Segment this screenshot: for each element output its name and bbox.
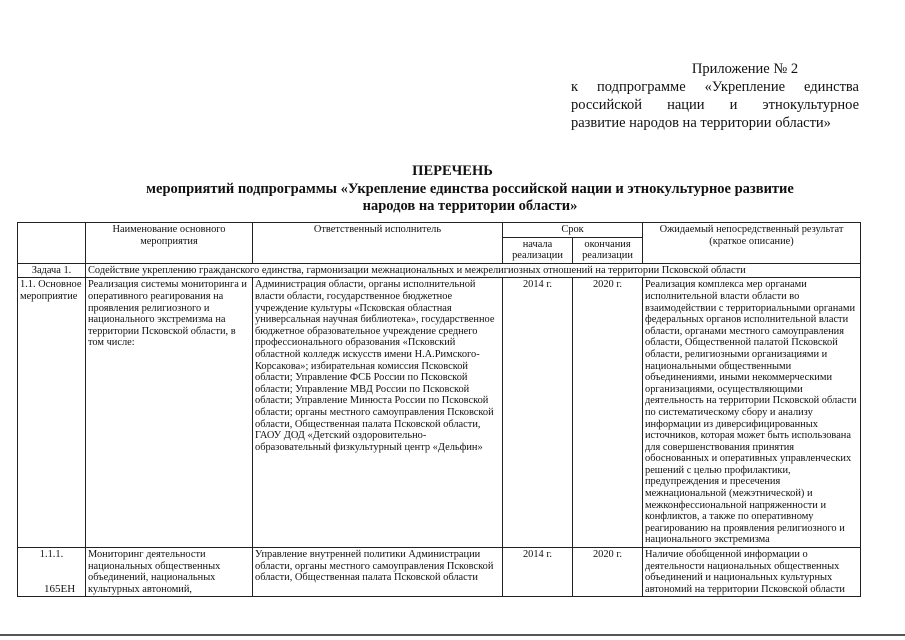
row-result: Наличие обобщенной информации о деятельности национальных общественных объединений и национальных культурных автономий на территории Псковской области xyxy=(643,548,861,597)
header-start: начала реализации xyxy=(503,237,573,263)
footer-code: 165ЕН xyxy=(44,583,76,595)
header-executor: Ответственный исполнитель xyxy=(253,223,503,264)
row-name: Мониторинг деятельности национальных общественных объединений, национальных культурных автономий, xyxy=(86,548,253,597)
appendix-line: к подпрограмме «Укрепление единства xyxy=(571,79,859,95)
task-row xyxy=(18,263,861,278)
row-number: 1.1.1. xyxy=(18,548,86,597)
row-end: 2020 г. xyxy=(573,548,643,597)
appendix-line: развитие народов на территории области» xyxy=(571,115,831,131)
row-start: 2014 г. xyxy=(503,548,573,597)
row-number: 1.1. Основное мероприятие xyxy=(18,278,86,548)
row-name: Реализация системы мониторинга и оперативного реагирования на проявления религиозного и национального экстремизма на территории Псковской области, в том числе: xyxy=(86,278,253,548)
task-label: Задача 1. xyxy=(18,263,86,278)
header-result: Ожидаемый непосредственный результат (краткое описание) xyxy=(643,223,861,264)
scan-edge-line xyxy=(0,634,905,636)
row-end: 2020 г. xyxy=(573,278,643,548)
appendix-block xyxy=(571,60,859,132)
appendix-text xyxy=(571,78,859,132)
header-name: Наименование основного мероприятия xyxy=(86,223,253,264)
row-executor: Управление внутренней политики Администрации области, органы местного самоуправления Псковской области, Общественная палата Псковской области xyxy=(253,548,503,597)
subtitle-line: мероприятий подпрограммы «Укрепление единства российской нации и этнокультурное развитие xyxy=(146,181,794,197)
row-executor: Администрация области, органы исполнительной власти области, государственное бюджетное учреждение культуры «Псковская областная универсальная научная библиотека», государственное бюджетное образовательное учреждение среднего профессионального образования «Псковский областной колледж искусств имени Н.А.Римского-Корсакова»; избирательная комиссия Псковской области; Управление ФСБ России по Псковской области; Управление МВД России по Псковской области; Управление Минюста России по Псковской области; органы местного самоуправления Псковской области, Общественная палата Псковской области, ГАОУ ДОД «Детский оздоровительно-образовательный физкультурный центр «Дельфин» xyxy=(253,278,503,548)
row-start: 2014 г. xyxy=(503,278,573,548)
table-header-row xyxy=(18,223,861,238)
task-text: Содействие укреплению гражданского единства, гармонизации межнациональных и межрелигиозных отношений на территории Псковской области xyxy=(86,263,861,278)
document-title: ПЕРЕЧЕНЬ xyxy=(412,163,493,179)
table-row xyxy=(18,548,861,597)
header-term: Срок xyxy=(503,223,643,238)
table-row xyxy=(18,278,861,548)
appendix-number: Приложение № 2 xyxy=(691,61,799,77)
appendix-line: российской нации и этнокультурное xyxy=(571,97,859,113)
events-table xyxy=(17,222,861,597)
header-end: окончания реализации xyxy=(573,237,643,263)
document-subtitle xyxy=(100,181,840,215)
subtitle-line: народов на территории области» xyxy=(362,198,578,214)
header-number xyxy=(18,223,86,264)
row-result: Реализация комплекса мер органами исполнительной власти области во взаимодействии с территориальными органами федеральных органов исполнительной власти области, органами местного самоуправления области, Общественной палатой Псковской области, религиозными организациями и национальными общественными объединениями, иными некоммерческими организациями, осуществляющими деятельность на территории Псковской области по систематическому сбору и анализу информации из диверсифицированных источников, которая может быть использована для совершенствования принятия обоснованных и оперативных управленческих решений с целью профилактики, предупреждения и пресечения межнациональной (межэтнической) и межконфессиональной напряженности и конфликтов, а также по оперативному реагированию на проявления религиозного и национального экстремизма xyxy=(643,278,861,548)
